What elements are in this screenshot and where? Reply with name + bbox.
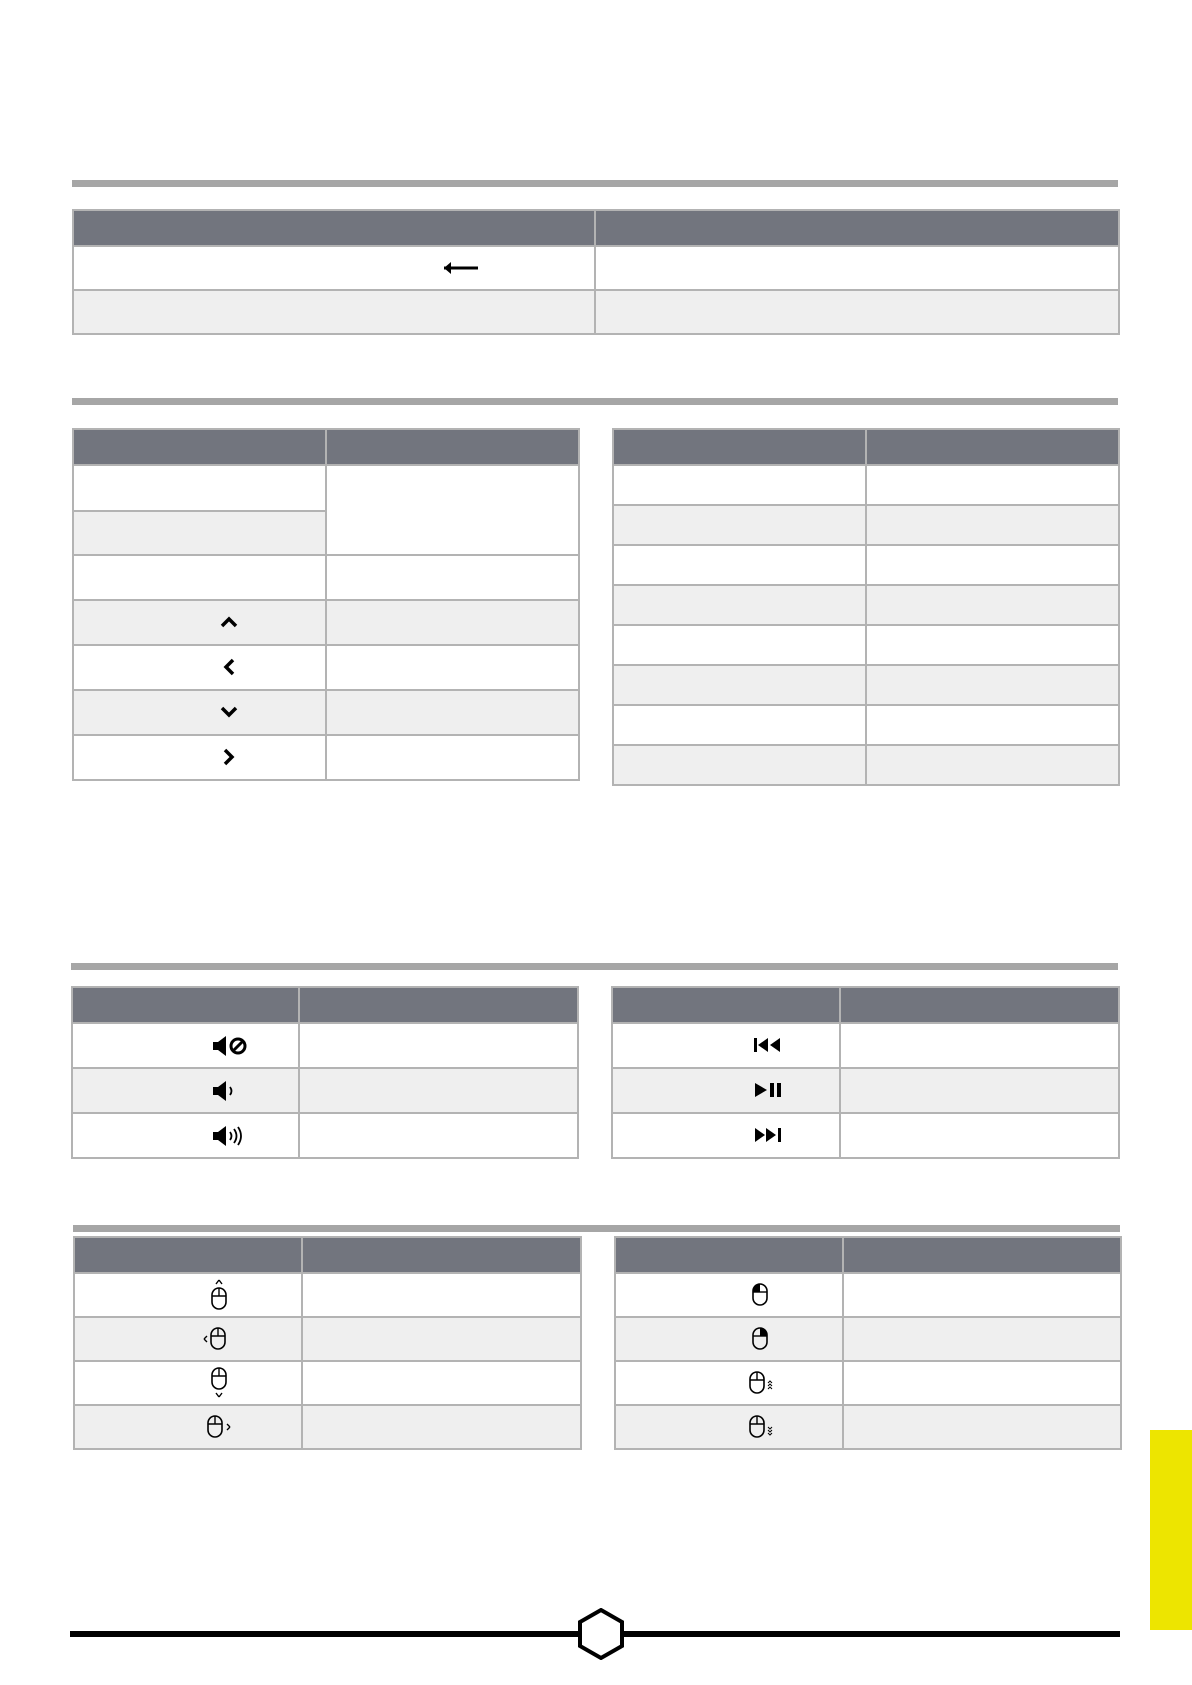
table-cell bbox=[595, 246, 1119, 290]
table-cell bbox=[612, 1023, 840, 1068]
previous-track-icon bbox=[753, 1037, 783, 1053]
table-cell bbox=[866, 705, 1119, 745]
table-cell bbox=[74, 1405, 302, 1449]
table-cell bbox=[866, 745, 1119, 785]
table-header-cell bbox=[74, 1237, 302, 1273]
mouse-right-click-icon bbox=[750, 1326, 770, 1352]
table-cell bbox=[843, 1273, 1121, 1317]
table-cell bbox=[302, 1361, 581, 1405]
table-cell bbox=[73, 600, 326, 645]
next-track-icon bbox=[753, 1127, 783, 1143]
table-header-cell bbox=[73, 429, 326, 465]
table-cell bbox=[302, 1405, 581, 1449]
play-pause-icon bbox=[753, 1082, 783, 1098]
table-cell bbox=[866, 545, 1119, 585]
table-cell bbox=[326, 600, 579, 645]
table-header-cell bbox=[615, 1237, 843, 1273]
mouse-left-click-icon bbox=[750, 1282, 770, 1308]
table-cell bbox=[299, 1068, 578, 1113]
table-cell bbox=[73, 465, 326, 511]
table-cell bbox=[72, 1068, 299, 1113]
section-divider bbox=[72, 180, 1118, 187]
section-divider bbox=[71, 963, 1118, 970]
table-cell bbox=[612, 1113, 840, 1158]
table-header-cell bbox=[302, 1237, 581, 1273]
table-cell bbox=[73, 645, 326, 690]
table-cell bbox=[74, 1317, 302, 1361]
table-3-left bbox=[71, 986, 579, 1159]
table-4-left bbox=[73, 1236, 582, 1450]
table-cell bbox=[613, 745, 866, 785]
table-cell bbox=[613, 625, 866, 665]
table-4-right bbox=[614, 1236, 1122, 1450]
table-cell bbox=[615, 1273, 843, 1317]
volume-up-icon bbox=[212, 1125, 244, 1147]
left-arrow-icon bbox=[442, 261, 480, 275]
table-header-cell bbox=[299, 987, 578, 1023]
table-2-right bbox=[612, 428, 1120, 786]
table-1 bbox=[72, 209, 1120, 335]
table-3-right bbox=[611, 986, 1120, 1159]
table-cell bbox=[866, 465, 1119, 505]
table-cell bbox=[73, 511, 326, 555]
table-header-cell bbox=[595, 210, 1119, 246]
table-cell bbox=[326, 465, 579, 555]
chevron-right-icon bbox=[223, 748, 235, 766]
table-cell bbox=[74, 1361, 302, 1405]
table-cell bbox=[840, 1068, 1119, 1113]
table-header-cell bbox=[613, 429, 866, 465]
table-2-left bbox=[72, 428, 580, 781]
table-cell bbox=[73, 690, 326, 735]
table-cell bbox=[613, 705, 866, 745]
table-cell bbox=[866, 585, 1119, 625]
table-cell bbox=[843, 1317, 1121, 1361]
table-cell bbox=[326, 690, 579, 735]
table-cell bbox=[302, 1317, 581, 1361]
volume-down-icon bbox=[212, 1080, 238, 1102]
chevron-up-icon bbox=[220, 616, 238, 628]
table-cell bbox=[843, 1405, 1121, 1449]
table-cell bbox=[299, 1023, 578, 1068]
mouse-move-down-icon bbox=[209, 1367, 229, 1399]
table-cell bbox=[613, 505, 866, 545]
table-cell bbox=[612, 1068, 840, 1113]
table-cell bbox=[613, 665, 866, 705]
table-cell bbox=[595, 290, 1119, 334]
chevron-down-icon bbox=[220, 706, 238, 718]
table-cell bbox=[326, 555, 579, 600]
table-cell bbox=[615, 1361, 843, 1405]
table-cell bbox=[73, 555, 326, 600]
table-cell bbox=[74, 1273, 302, 1317]
mouse-scroll-down-icon bbox=[748, 1414, 776, 1440]
table-cell bbox=[613, 585, 866, 625]
table-cell bbox=[615, 1317, 843, 1361]
table-cell bbox=[840, 1113, 1119, 1158]
page-number-hexagon bbox=[576, 1608, 626, 1660]
table-header-cell bbox=[72, 987, 299, 1023]
section-divider bbox=[73, 1225, 1120, 1232]
table-cell bbox=[73, 735, 326, 780]
table-cell bbox=[72, 1023, 299, 1068]
table-header-cell bbox=[866, 429, 1119, 465]
table-header-cell bbox=[840, 987, 1119, 1023]
mouse-move-up-icon bbox=[209, 1279, 229, 1311]
table-cell bbox=[302, 1273, 581, 1317]
table-cell bbox=[843, 1361, 1121, 1405]
table-cell bbox=[299, 1113, 578, 1158]
table-cell bbox=[613, 545, 866, 585]
table-header-cell bbox=[73, 210, 595, 246]
table-cell bbox=[73, 246, 595, 290]
table-cell bbox=[840, 1023, 1119, 1068]
section-tab bbox=[1150, 1430, 1192, 1630]
table-cell bbox=[866, 505, 1119, 545]
table-cell bbox=[866, 625, 1119, 665]
table-cell bbox=[866, 665, 1119, 705]
table-cell bbox=[613, 465, 866, 505]
table-cell bbox=[72, 1113, 299, 1158]
table-header-cell bbox=[843, 1237, 1121, 1273]
mouse-scroll-up-icon bbox=[748, 1370, 776, 1396]
table-header-cell bbox=[326, 429, 579, 465]
section-divider bbox=[72, 398, 1118, 405]
chevron-left-icon bbox=[223, 658, 235, 676]
table-cell bbox=[73, 290, 595, 334]
mute-icon bbox=[212, 1035, 248, 1057]
mouse-move-right-icon bbox=[206, 1414, 232, 1440]
mouse-move-left-icon bbox=[203, 1326, 229, 1352]
table-cell bbox=[326, 645, 579, 690]
table-cell bbox=[615, 1405, 843, 1449]
table-cell bbox=[326, 735, 579, 780]
table-header-cell bbox=[612, 987, 840, 1023]
